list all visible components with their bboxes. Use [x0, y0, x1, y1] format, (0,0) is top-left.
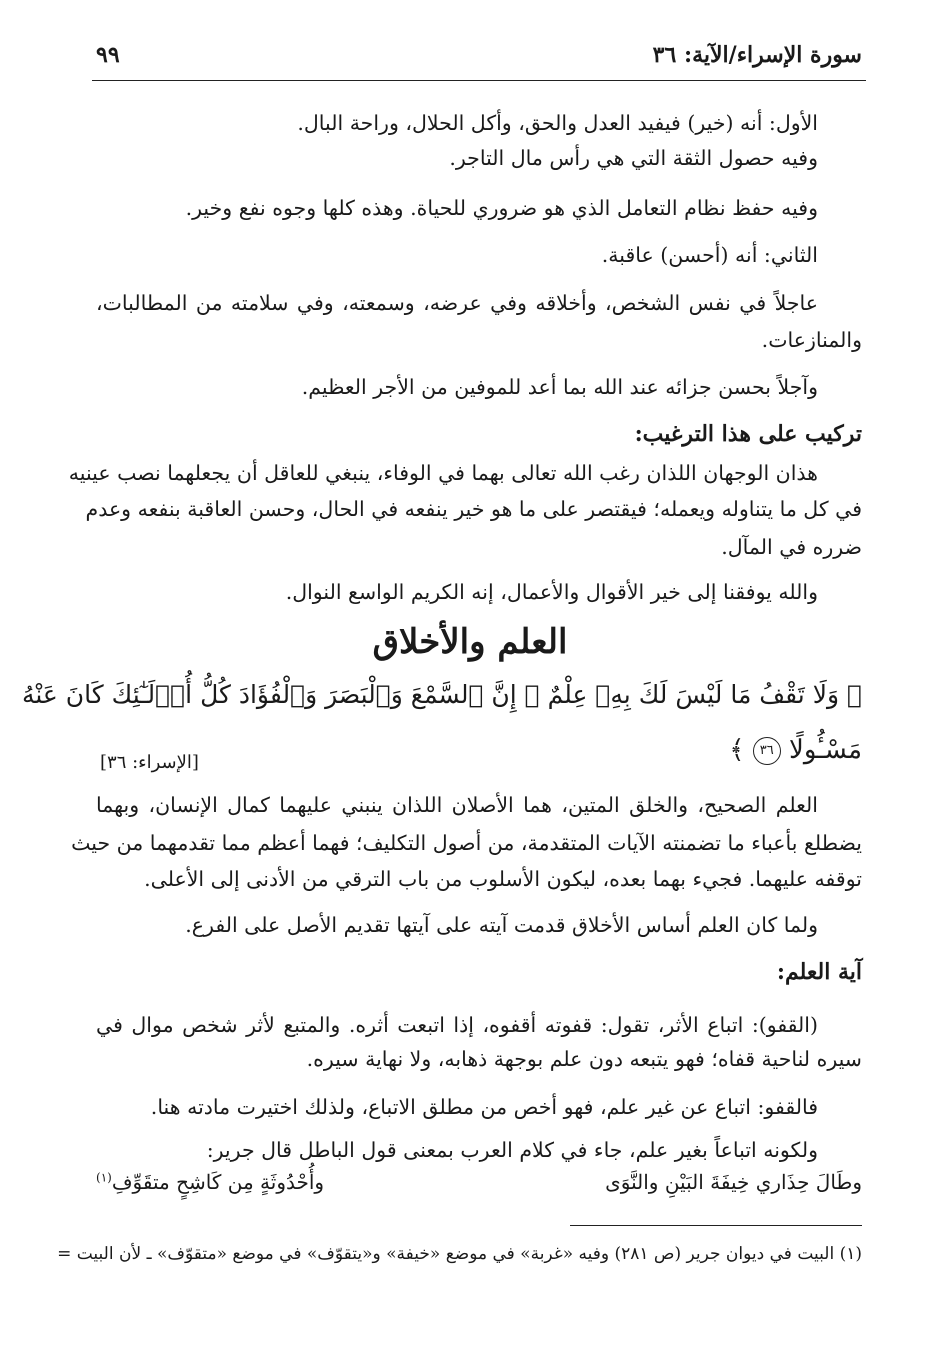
verse-reference: [الإسراء: ٣٦]	[100, 752, 199, 773]
paragraph-line: ولكونه اتباعاً بغير علم، جاء في كلام العرب بمعنى قول الباطل قال جرير:	[206, 1138, 818, 1162]
running-header-title: سورة الإسراء/الآية: ٣٦	[652, 42, 862, 68]
footnote-divider	[570, 1225, 862, 1226]
paragraph-line: سيره لناحية قفاه؛ فهو يتبعه دون علم بوجهة ذهابه، ولا نهاية سيره.	[306, 1047, 862, 1071]
paragraph-line: يضطلع بأعباء ما تضمنته الآيات المتقدمة، من أصول التكليف؛ فهما أعظم مما تقدمهما من حيث	[71, 831, 862, 855]
paragraph-line: وفيه حصول الثقة التي هي رأس مال التاجر.	[449, 146, 818, 170]
paragraph-line: (القفو): اتباع الأثر، تقول: قفوته أقفوه، إذا اتبعت أثره. والمتبع لأثر شخص موال في	[96, 1013, 818, 1037]
paragraph-line: الثاني: أنه (أحسن) عاقبة.	[601, 243, 818, 267]
paragraph-line: في كل ما يتناوله ويعمله؛ فيقتصر على ما هو خير ينفعه في الحال، وحسن العاقبة بنفعه وعدم	[85, 497, 862, 521]
paragraph-line: وفيه حفظ نظام التعامل الذي هو ضروري للحياة. وهذه كلها وجوه نفع وخير.	[185, 196, 818, 220]
paragraph-line: والله يوفقنا إلى خير الأقوال والأعمال، إنه الكريم الواسع النوال.	[285, 580, 818, 604]
chapter-title: العلم والأخلاق	[372, 622, 568, 662]
verse-number-seal: ٣٦	[753, 737, 781, 765]
footnote: (١) البيت في ديوان جرير (ص ٢٨١) وفيه «غربة» في موضع «خيفة» و«يتقوّف» في موضع «متقوّف» ـ لأن البيت =	[57, 1244, 862, 1264]
section-heading: آية العلم:	[776, 959, 862, 985]
poem-second-hemistich	[96, 1170, 324, 1194]
footnote-marker: (١)	[96, 1170, 112, 1185]
quran-verse-word: مَسْـُٔولًا	[789, 735, 862, 765]
verse-end-bracket: ﴾	[729, 735, 745, 765]
paragraph-line: الأول: أنه (خير) فيفيد العدل والحق، وأكل الحلال، وراحة البال.	[297, 111, 818, 135]
header-divider	[92, 80, 866, 81]
page-number: ٩٩	[96, 42, 120, 68]
poem-second-hemistich-text: وأُحْدُوثَةٍ مِن كَاشِحٍ متقَوِّفِ	[111, 1170, 325, 1194]
quran-verse-line: ﴿ وَلَا تَقْفُ مَا لَيْسَ لَكَ بِهِۦ عِلْمٌ ۚ إِنَّ ٱلسَّمْعَ وَٱلْبَصَرَ وَٱلْفُؤَادَ كُلُّ أُو۟لَـٰٓئِكَ كَانَ عَنْهُ	[21, 680, 862, 709]
paragraph-line: ولما كان العلم أساس الأخلاق قدمت آيته على آيتها تقديم الأصل على الفرع.	[185, 913, 818, 937]
paragraph-line: العلم الصحيح، والخلق المتين، هما الأصلان اللذان ينبني عليهما كمال الإنسان، وبهما	[96, 793, 818, 817]
running-header	[96, 42, 862, 72]
paragraph-line: ضرره في المآل.	[721, 535, 862, 559]
paragraph-line: والمنازعات.	[761, 328, 862, 352]
section-heading: تركيب على هذا الترغيب:	[634, 421, 862, 447]
paragraph-line: توقفه عليهما. فجيء بهما بعده، ليكون الأسلوب من باب الترقي من الأدنى إلى الأعلى.	[144, 867, 862, 891]
paragraph-line: هذان الوجهان اللذان رغب الله تعالى بهما في الوفاء، ينبغي للعاقل أن يجعلهما نصب عينيه	[68, 461, 818, 485]
paragraph-line: وآجلاً بحسن جزائه عند الله بما أعد للموفين من الأجر العظيم.	[301, 375, 818, 399]
paragraph-line: فالقفو: اتباع عن غير علم، فهو أخص من مطلق الاتباع، ولذلك اختيرت مادته هنا.	[150, 1095, 818, 1119]
quran-verse-line-end	[729, 735, 862, 765]
paragraph-line: عاجلاً في نفس الشخص، وأخلاقه وفي عرضه، وسمعته، وفي سلامته من المطالبات،	[96, 291, 818, 315]
poem-first-hemistich: وطَالَ حِذَاري خِيفَةَ البَيْنِ والنَّوَى	[605, 1170, 862, 1194]
